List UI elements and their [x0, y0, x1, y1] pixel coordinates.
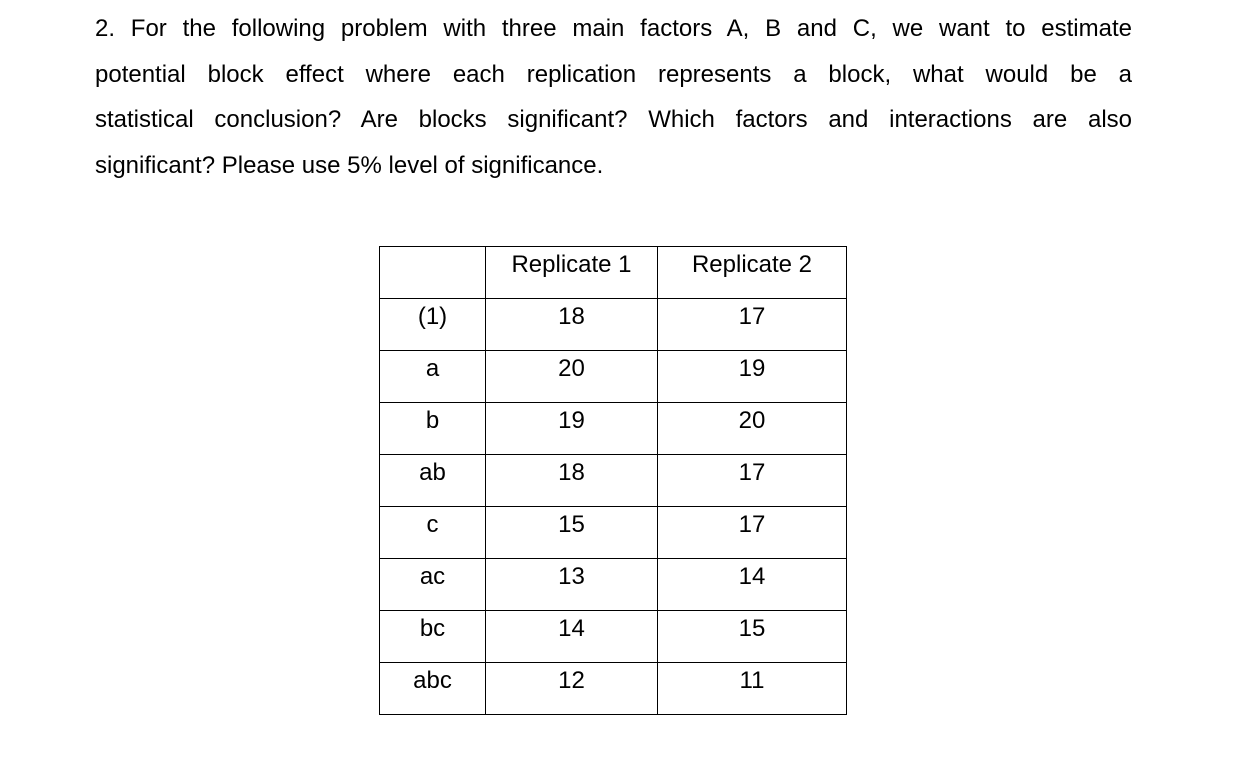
replicate-2-cell: 11 — [658, 663, 847, 715]
replicate-1-cell: 13 — [486, 559, 658, 611]
replicate-2-cell: 17 — [658, 507, 847, 559]
question-line-2: potential block effect where each replication represents a block, what would be a — [95, 60, 1132, 88]
replicate-2-cell: 17 — [658, 455, 847, 507]
treatment-cell: (1) — [380, 299, 486, 351]
replicate-data-table — [379, 246, 847, 715]
question-line-1: 2. For the following problem with three main factors A, B and C, we want to estimate — [95, 15, 1132, 42]
table-row — [380, 299, 847, 351]
treatment-cell: c — [380, 507, 486, 559]
table-row — [380, 611, 847, 663]
treatment-cell: bc — [380, 611, 486, 663]
treatment-cell: abc — [380, 663, 486, 715]
treatment-cell: a — [380, 351, 486, 403]
table-row — [380, 455, 847, 507]
replicate-1-cell: 18 — [486, 299, 658, 351]
replicate-2-cell: 17 — [658, 299, 847, 351]
question-line-3: statistical conclusion? Are blocks significant? Which factors and interactions are also — [95, 106, 1132, 134]
replicate-2-cell: 15 — [658, 611, 847, 663]
replicate-2-cell: 19 — [658, 351, 847, 403]
table-row — [380, 507, 847, 559]
replicate-1-cell: 19 — [486, 403, 658, 455]
table-row — [380, 403, 847, 455]
replicate-1-cell: 14 — [486, 611, 658, 663]
header-cell-replicate-1: Replicate 1 — [486, 247, 658, 299]
treatment-cell: b — [380, 403, 486, 455]
treatment-cell: ab — [380, 455, 486, 507]
question-text — [95, 6, 1132, 188]
replicate-2-cell: 20 — [658, 403, 847, 455]
replicate-1-cell: 20 — [486, 351, 658, 403]
table-row — [380, 559, 847, 611]
table-row — [380, 351, 847, 403]
treatment-cell: ac — [380, 559, 486, 611]
table-row — [380, 663, 847, 715]
question-line-4: significant? Please use 5% level of significance. — [95, 151, 604, 179]
table-header-row — [380, 247, 847, 299]
replicate-1-cell: 18 — [486, 455, 658, 507]
header-cell-replicate-2: Replicate 2 — [658, 247, 847, 299]
replicate-2-cell: 14 — [658, 559, 847, 611]
header-cell-treatment — [380, 247, 486, 299]
replicate-1-cell: 12 — [486, 663, 658, 715]
replicate-1-cell: 15 — [486, 507, 658, 559]
